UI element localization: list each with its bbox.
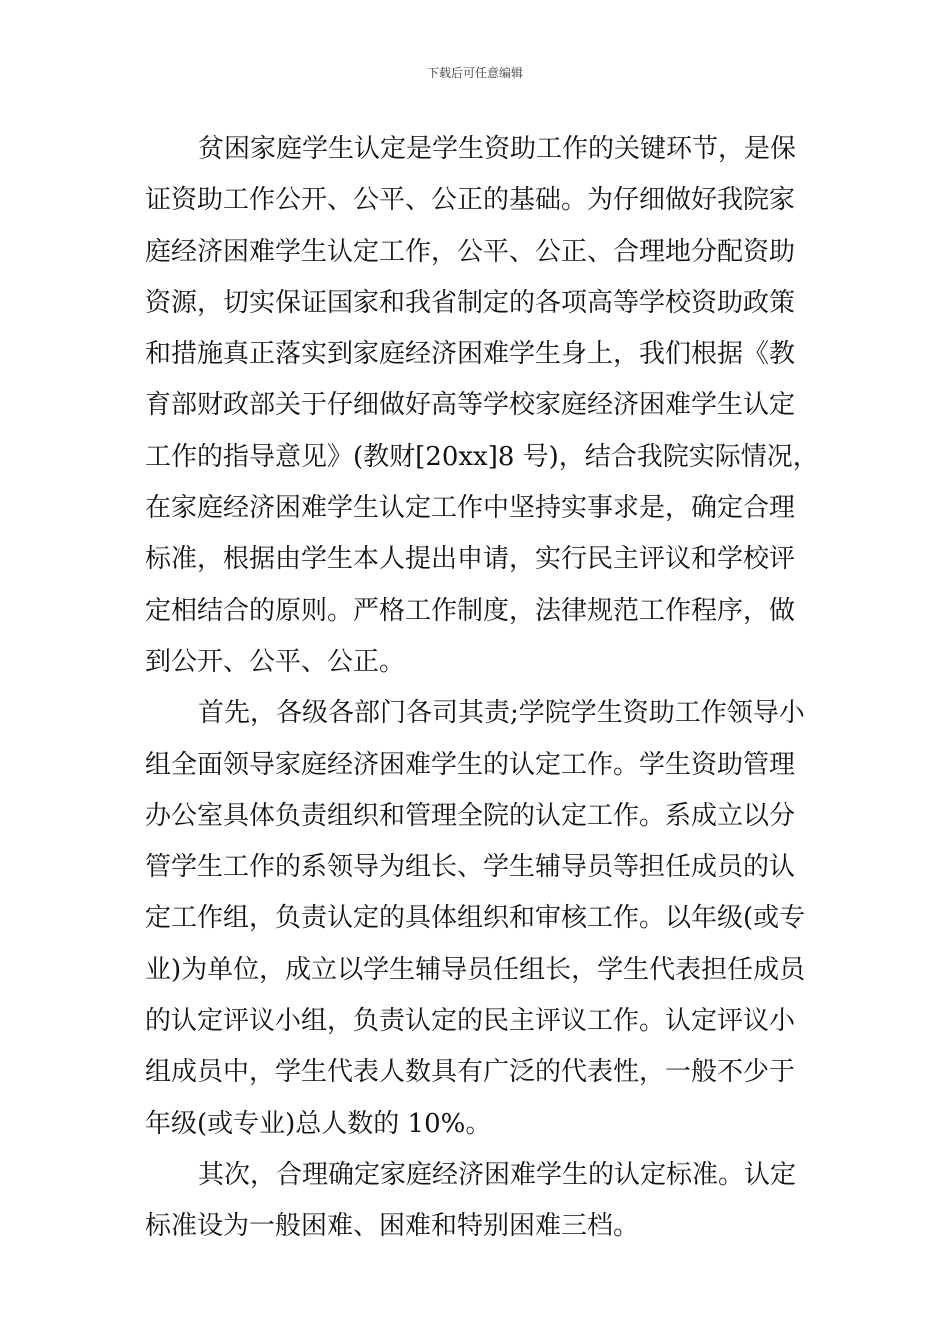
paragraph-line: 庭经济困难学生认定工作，公平、公正、合理地分配资助 xyxy=(145,236,796,267)
paragraph-line: 和措施真正落实到家庭经济困难学生身上，我们根据《教 xyxy=(145,339,796,370)
paragraph-line: 年级(或专业)总人数的 10%。 xyxy=(145,1108,492,1139)
paragraph-line: 标准，根据由学生本人提出申请，实行民主评议和学校评 xyxy=(145,544,796,575)
paragraph-line: 证资助工作公开、公平、公正的基础。为仔细做好我院家 xyxy=(145,185,796,216)
paragraph-line: 组全面领导家庭经济困难学生的认定工作。学生资助管理 xyxy=(145,749,796,780)
paragraph-line: 育部财政部关于仔细做好高等学校家庭经济困难学生认定 xyxy=(145,390,796,421)
paragraph-line: 工作的指导意见》(教财[20xx]8 号)，结合我院实际情况， xyxy=(145,441,819,472)
paragraph-line: 组成员中，学生代表人数具有广泛的代表性，一般不少于 xyxy=(145,1057,796,1088)
paragraph-line: 在家庭经济困难学生认定工作中坚持实事求是，确定合理 xyxy=(145,493,796,524)
paragraph-line: 定相结合的原则。严格工作制度，法律规范工作程序，做 xyxy=(145,595,796,626)
paragraph-line: 其次，合理确定家庭经济困难学生的认定标准。认定 xyxy=(198,1159,797,1190)
paragraph-line: 首先，各级各部门各司其责;学院学生资助工作领导小 xyxy=(198,698,805,729)
paragraph-line: 办公室具体负责组织和管理全院的认定工作。系成立以分 xyxy=(145,800,796,831)
paragraph-line: 贫困家庭学生认定是学生资助工作的关键环节，是保 xyxy=(198,134,797,164)
paragraph-line: 的认定评议小组，负责认定的民主评议工作。认定评议小 xyxy=(145,1006,796,1037)
paragraph-line: 业)为单位，成立以学生辅导员任组长，学生代表担任成员 xyxy=(145,954,806,985)
paragraph-line: 到公开、公平、公正。 xyxy=(145,646,406,677)
paragraph-line: 资源，切实保证国家和我省制定的各项高等学校资助政策 xyxy=(145,287,796,318)
paragraph-line: 定工作组，负责认定的具体组织和审核工作。以年级(或专 xyxy=(145,903,806,934)
paragraph-line: 标准设为一般困难、困难和特别困难三档。 xyxy=(145,1211,640,1242)
document-body xyxy=(145,124,819,1253)
header-note: 下载后可任意编辑 xyxy=(426,66,523,80)
paragraph-line: 管学生工作的系领导为组长、学生辅导员等担任成员的认 xyxy=(145,852,796,883)
